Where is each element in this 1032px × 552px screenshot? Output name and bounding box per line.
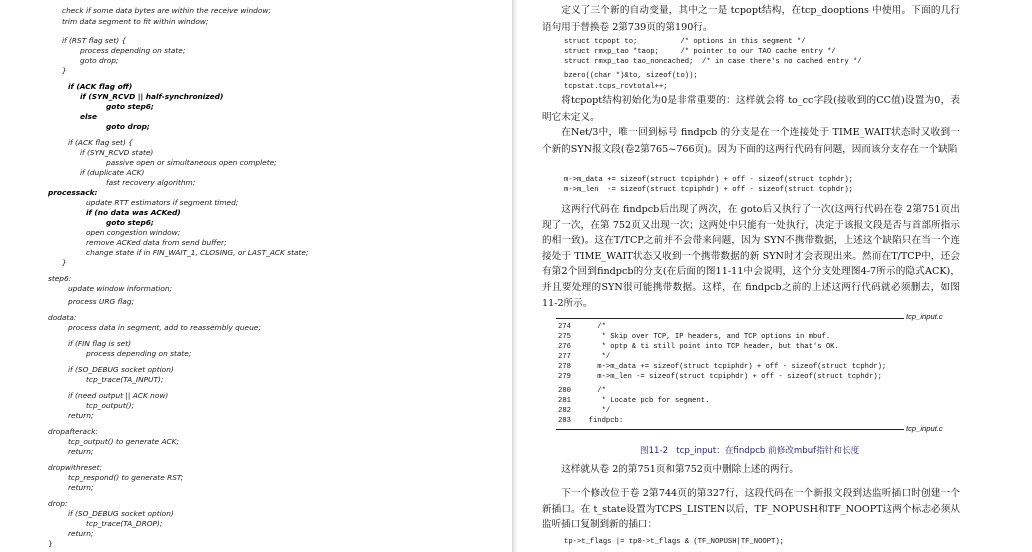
code-line: update RTT estimators if segment timed;: [86, 198, 239, 207]
code-line: goto drop;: [106, 122, 150, 131]
left-page: [0, 0, 512, 552]
line-number: 277: [558, 353, 571, 361]
code-line: if (ACK flag set) {: [68, 138, 133, 147]
code-line: process data in segment, add to reassembly queue;: [68, 323, 261, 332]
paragraph: 将tcpopt结构初始化为0是非常重要的：这样就会将 to_cc字段(接收到的CC值)设置为0，表明它未定义。: [542, 95, 960, 123]
line-number: 279: [558, 373, 571, 381]
line-number: 282: [558, 407, 571, 415]
code-line: tp->t_flags |= tp0->t_flags & (TF_NOPUSH|TF_NOOPT);: [564, 538, 784, 546]
code-line: else: [80, 112, 97, 121]
code-line: tcp_respond() to generate RST;: [68, 473, 184, 482]
right-page: [518, 0, 1032, 552]
code-line: * optp & ti still point into TCP header, but that's OK.: [580, 343, 839, 351]
code-line: /*: [580, 323, 606, 331]
code-line: tcp_output() to generate ACK;: [68, 437, 179, 446]
code-line: if (SYN_RCVD state): [80, 148, 154, 157]
code-line: if (no data was ACKed): [86, 208, 181, 217]
code-line: */: [580, 353, 611, 361]
paragraph: 定义了三个新的自动变量，其中之一是 tcpopt结构，在tcp_dooptions 中使用。下面的几行语句用于替换卷 2第739页的第190行。: [542, 5, 960, 33]
figure-11-2: [556, 312, 976, 442]
code-line: struct rmxp_tao *taop; /* pointer to our TAO cache entry */: [564, 48, 836, 56]
figure-top-rule: [556, 318, 904, 319]
line-number: 280: [558, 387, 571, 395]
line-number: 281: [558, 397, 571, 405]
code-label: processack:: [48, 188, 98, 197]
line-number: 276: [558, 343, 571, 351]
code-line: goto step6;: [106, 102, 154, 111]
code-line: struct tcpopt to; /* options in this segment */: [564, 38, 806, 46]
code-line: return;: [68, 483, 94, 492]
figure-caption: 图11-2 tcp_input：在findpcb 前修改mbuf指针和长度: [640, 446, 860, 456]
code-line: tcpstat.tcps_rcvtotal++;: [564, 83, 668, 91]
code-line: goto step6;: [106, 218, 154, 227]
code-line: process depending on state;: [86, 349, 192, 358]
code-line: remove ACKed data from send buffer;: [86, 238, 227, 247]
code-label: dropafterack:: [48, 427, 98, 436]
code-line: return;: [68, 529, 94, 538]
line-number: 275: [558, 333, 571, 341]
paragraph: 在Net/3中，唯一回到标号 findpcb 的分支是在一个连接处于 TIME_WAIT状态时又收到一个新的SYN报文段(卷2第765~766页)。因为下面的这两行代码有问题，因而该分支存在一个缺陷: [542, 127, 960, 155]
code-line: tcp_output();: [86, 401, 134, 410]
code-line: }: [48, 539, 53, 548]
code-line: if (SO_DEBUG socket option): [68, 509, 174, 518]
figure-file-label: tcp_input.c: [906, 312, 943, 321]
figure-file-label: tcp_input.c: [906, 424, 943, 433]
code-line: if (need output || ACK now): [68, 391, 169, 400]
code-line: passive open or simultaneous open complete;: [106, 158, 277, 167]
code-line: tcp_trace(TA_INPUT);: [86, 375, 164, 384]
code-line: open congestion window;: [86, 228, 181, 237]
code-line: update window information;: [68, 284, 173, 293]
code-line: * Locate pcb for segment.: [580, 397, 710, 405]
code-line: if (SYN_RCVD || half-synchronized): [80, 92, 224, 101]
code-line: bzero((char *)&to, sizeof(to));: [564, 72, 698, 80]
code-line: if (duplicate ACK): [80, 168, 145, 177]
code-line: if (FIN flag is set): [68, 339, 131, 348]
code-line: struct rmxp_tao tao_noncached; /* in case there's no cached entry */: [564, 58, 862, 66]
paragraph: 这样就从卷 2的第751页和第752页中删除上述的两行。: [561, 464, 799, 475]
code-line: return;: [68, 411, 94, 420]
code-line: goto drop;: [80, 56, 119, 65]
code-line: process URG flag;: [68, 297, 135, 306]
code-line: if (ACK flag off): [68, 82, 133, 91]
code-line: m->m_len -= sizeof(struct tcpiphdr) + off - sizeof(struct tcphdr);: [564, 186, 853, 194]
code-line: process depending on state;: [80, 46, 186, 55]
code-line: * Skip over TCP, IP headers, and TCP options in mbuf.: [580, 333, 831, 341]
line-number: 278: [558, 363, 571, 371]
code-line: change state if in FIN_WAIT_1, CLOSING, or LAST_ACK state;: [86, 248, 309, 257]
code-label: step6:: [48, 274, 72, 283]
code-label: dropwithreset:: [48, 463, 102, 472]
line-number: 283: [558, 417, 571, 425]
code-line: m->m_data += sizeof(struct tcpiphdr) + off - sizeof(struct tcphdr);: [580, 363, 887, 371]
code-line: if (RST flag set) {: [62, 36, 127, 45]
code-line: m->m_len -= sizeof(struct tcpiphdr) + off - sizeof(struct tcphdr);: [580, 373, 882, 381]
code-line: fast recovery algorithm;: [106, 178, 196, 187]
code-line: m->m_data += sizeof(struct tcpiphdr) + off - sizeof(struct tcphdr);: [564, 176, 853, 184]
code-label: drop:: [48, 499, 68, 508]
line-number: 274: [558, 323, 571, 331]
code-line: }: [62, 258, 67, 267]
paragraph: 下一个修改位于卷 2第744页的第327行，这段代码在一个新报文段到达监听插口时创建一个新插口。在 t_state设置为TCPS_LISTEN以后，TF_NOPUSH和TF_NOOPT这两个标志必须从监听插口复制到新的插口：: [542, 488, 960, 531]
code-line: return;: [68, 447, 94, 456]
code-line: check if some data bytes are within the receive window;: [62, 6, 271, 15]
code-line: if (SO_DEBUG socket option): [68, 365, 174, 374]
code-line: trim data segment to fit within window;: [62, 17, 209, 26]
code-line: */: [580, 407, 611, 415]
code-line: tcp_trace(TA_DROP);: [86, 519, 163, 528]
code-line: findpcb:: [580, 417, 624, 425]
code-label: dodata:: [48, 313, 77, 322]
code-line: }: [62, 66, 67, 75]
paragraph: 这两行代码在 findpcb后出现了两次，在 goto后又执行了一次(这两行代码在卷 2第751页出现了一次，在第 752页又出现一次；这两处中只能有一处执行，决定于该报文段是否与首部所指示的相一致)。这在T/TCP之前并不会带来问题，因为 SYN不携带数据，上述这个缺陷只在当一个连接处于 TIME_WAIT状态又收到一个携带数据的新 SYN时才会表现出来。然而在T/TCP中，还会有第2个回到findpcb的分支(在后面的图11-11中会说明，这个分支处理图4-7所示的隐式ACK)，并且要处理的SYN很可能携带数据。这样，在 findpcb之前的上述这两行代码就必须删去，如图11-2所示。: [542, 204, 960, 309]
code-line: /*: [580, 387, 606, 395]
figure-bottom-rule: [556, 429, 904, 430]
